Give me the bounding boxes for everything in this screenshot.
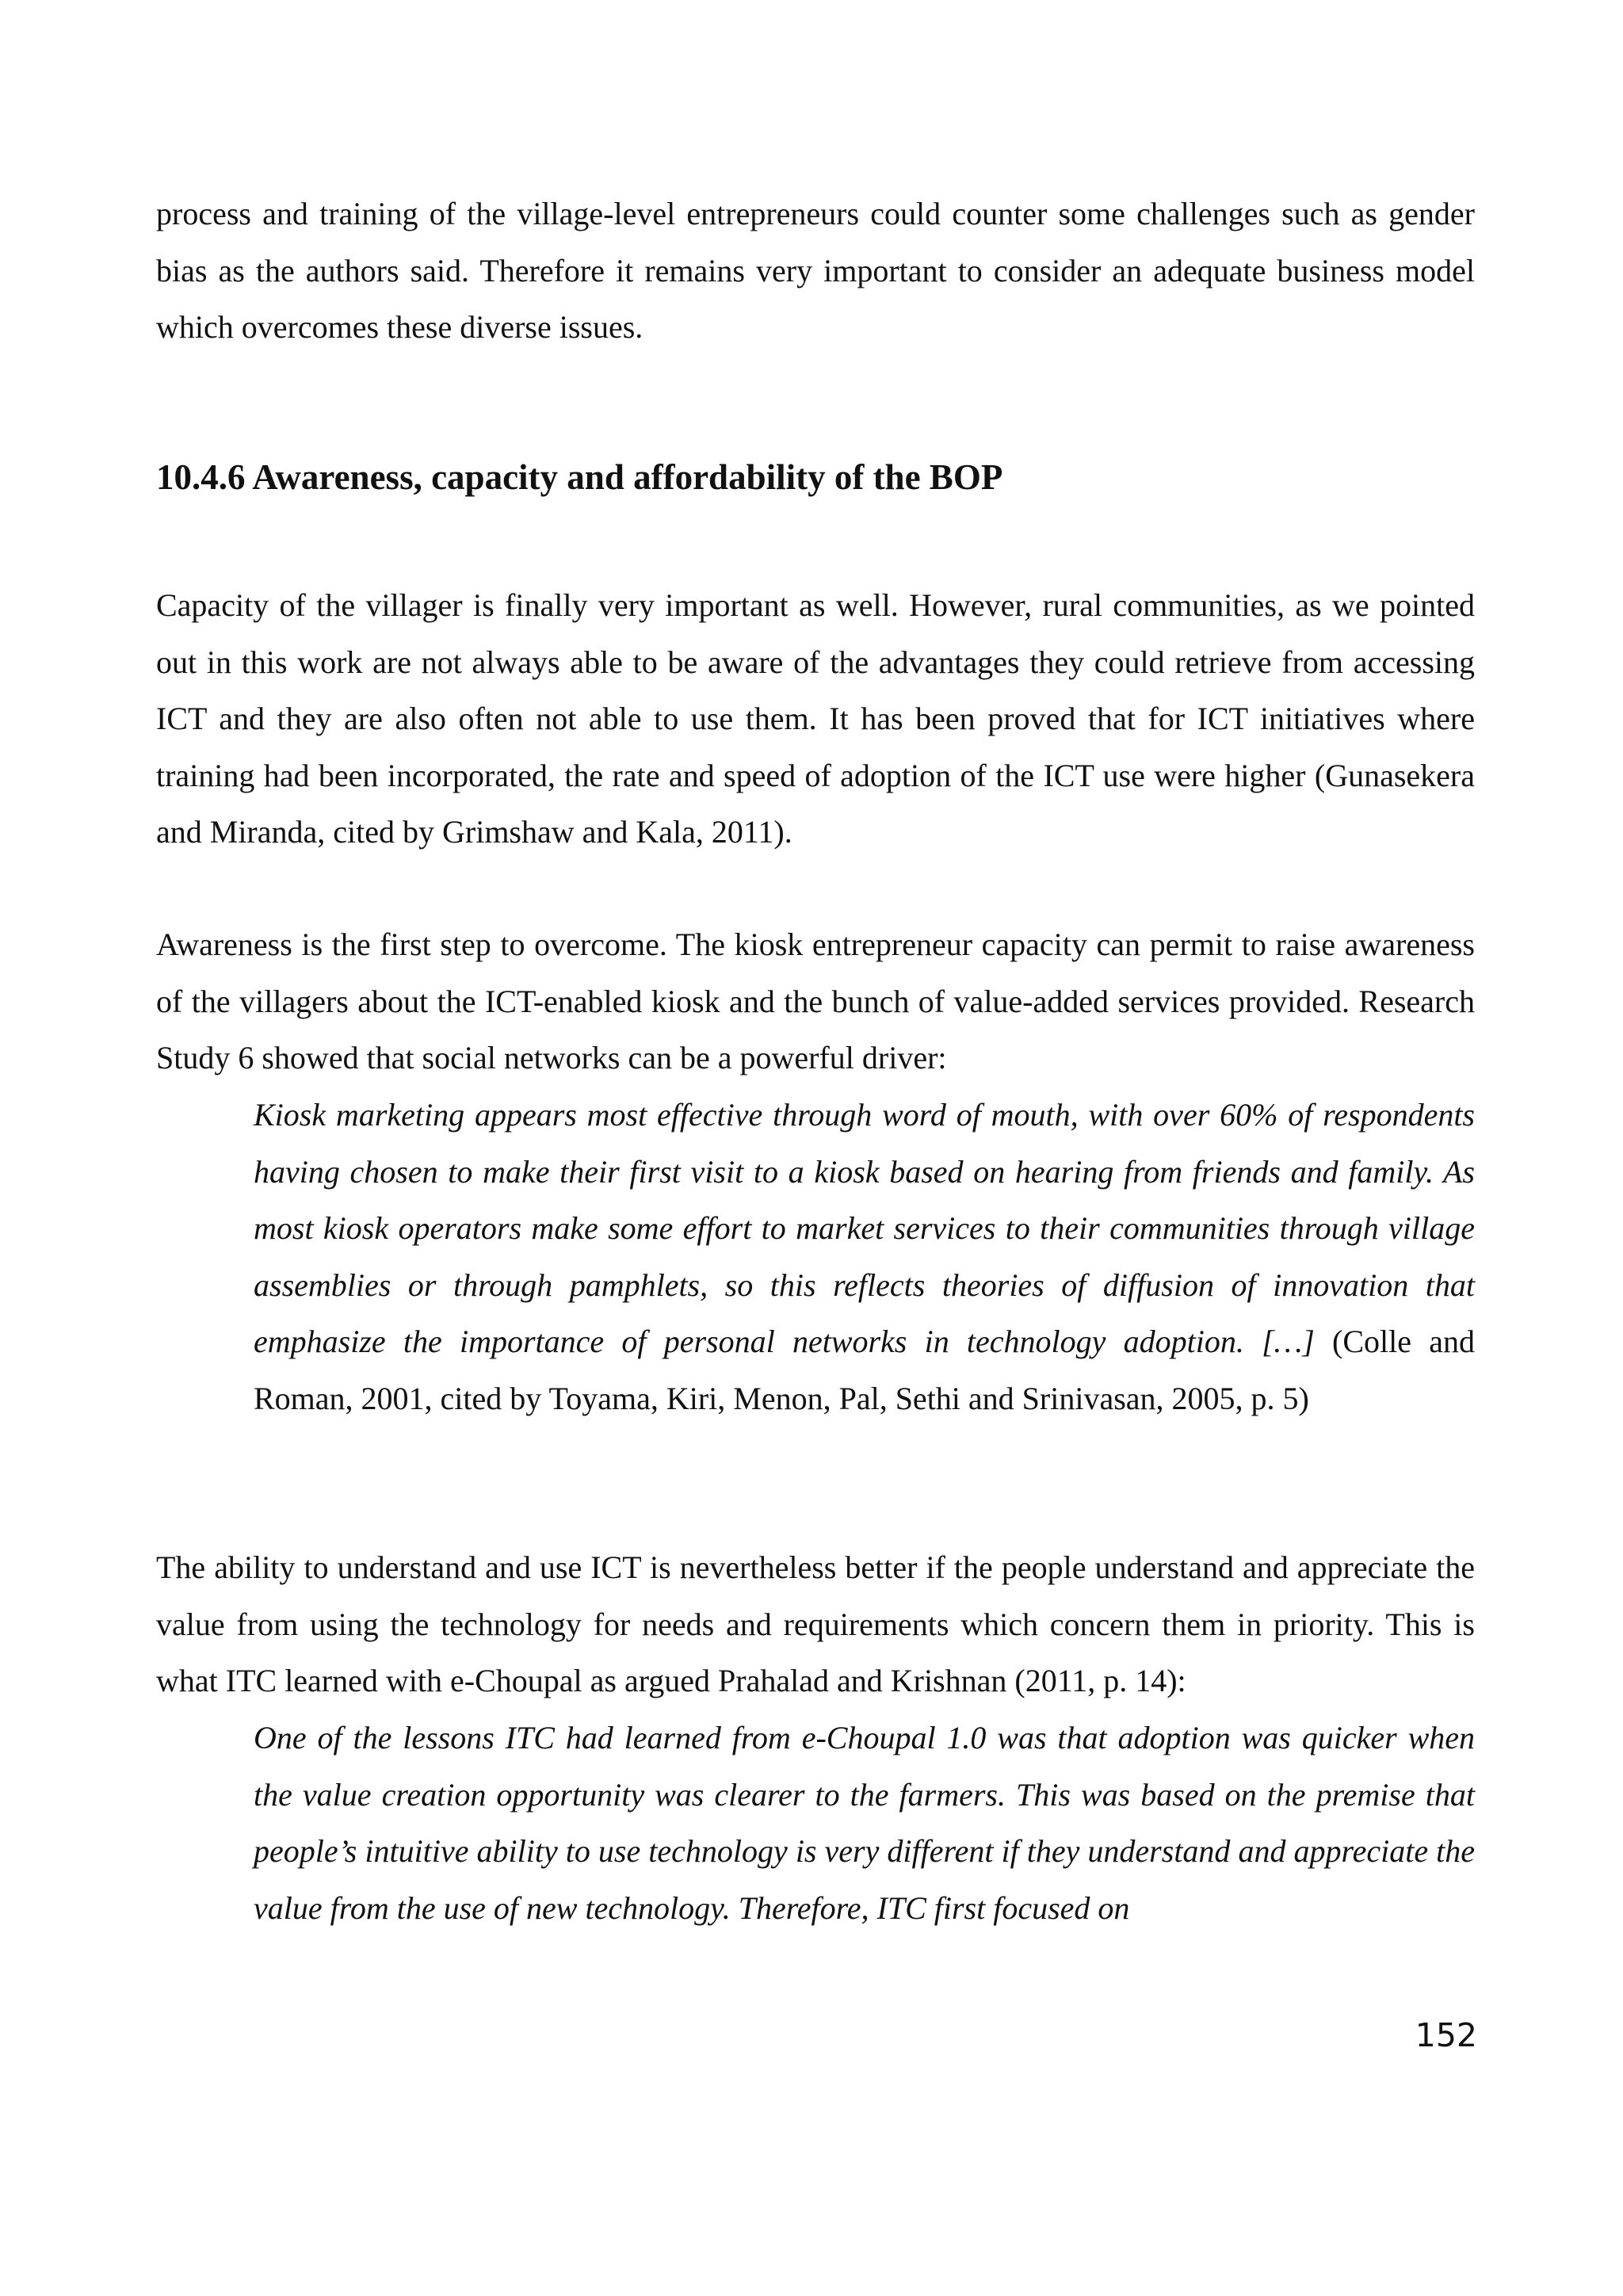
quote-text: Kiosk marketing appears most effective through word of mouth, with over 60% of respondents having chosen to make their first visit to a kiosk based on hearing from friends and family. As most kiosk operators make some effort to market services to their communities through village assemblies or through pamphlets, so this reflects theories of diffusion of innovation that emphasize the importance of personal networks in technology adoption. […] xyxy=(254,1097,1475,1359)
quote-citation: (Colle and Roman, 2001, cited by Toyama, Kiri, Menon, Pal, Sethi and Srinivasan, 2005, p. 5) xyxy=(254,1324,1476,1416)
section-heading: 10.4.6 Awareness, capacity and affordability of the BOP xyxy=(156,457,1003,497)
awareness-paragraph: Awareness is the first step to overcome. The kiosk entrepreneur capacity can permit to raise awareness of the villagers about the ICT-enabled kiosk and the bunch of value-added services provided. Research Study 6 showed that social networks can be a powerful driver: xyxy=(156,926,1475,1075)
block-quote-itc-lessons xyxy=(254,1710,1475,1936)
page-number: 152 xyxy=(1415,2016,1477,2054)
block-quote-kiosk-marketing xyxy=(254,1087,1475,1427)
ability-paragraph: The ability to understand and use ICT is nevertheless better if the people understand and appreciate the value from using the technology for needs and requirements which concern them in priority. This is what ITC learned with e-Choupal as argued Prahalad and Krishnan (2011, p. 14): xyxy=(156,1549,1475,1698)
quote-text: One of the lessons ITC had learned from e-Choupal 1.0 was that adoption was quicker when the value creation opportunity was clearer to the farmers. This was based on the premise that people’s intuitive ability to use technology is very different if they understand and appreciate the value from the use of new technology. Therefore, ITC first focused on xyxy=(254,1720,1475,1926)
capacity-paragraph: Capacity of the villager is finally very important as well. However, rural communities, as we pointed out in this work are not always able to be aware of the advantages they could retrieve from accessing ICT and they are also often not able to use them. It has been proved that for ICT initiatives where training had been incorporated, the rate and speed of adoption of the ICT use were higher (Gunasekera and Miranda, cited by Grimshaw and Kala, 2011). xyxy=(156,587,1475,850)
intro-paragraph: process and training of the village-level entrepreneurs could counter some challenges such as gender bias as the authors said. Therefore it remains very important to consider an adequate business model which overcomes these diverse issues. xyxy=(156,196,1475,345)
